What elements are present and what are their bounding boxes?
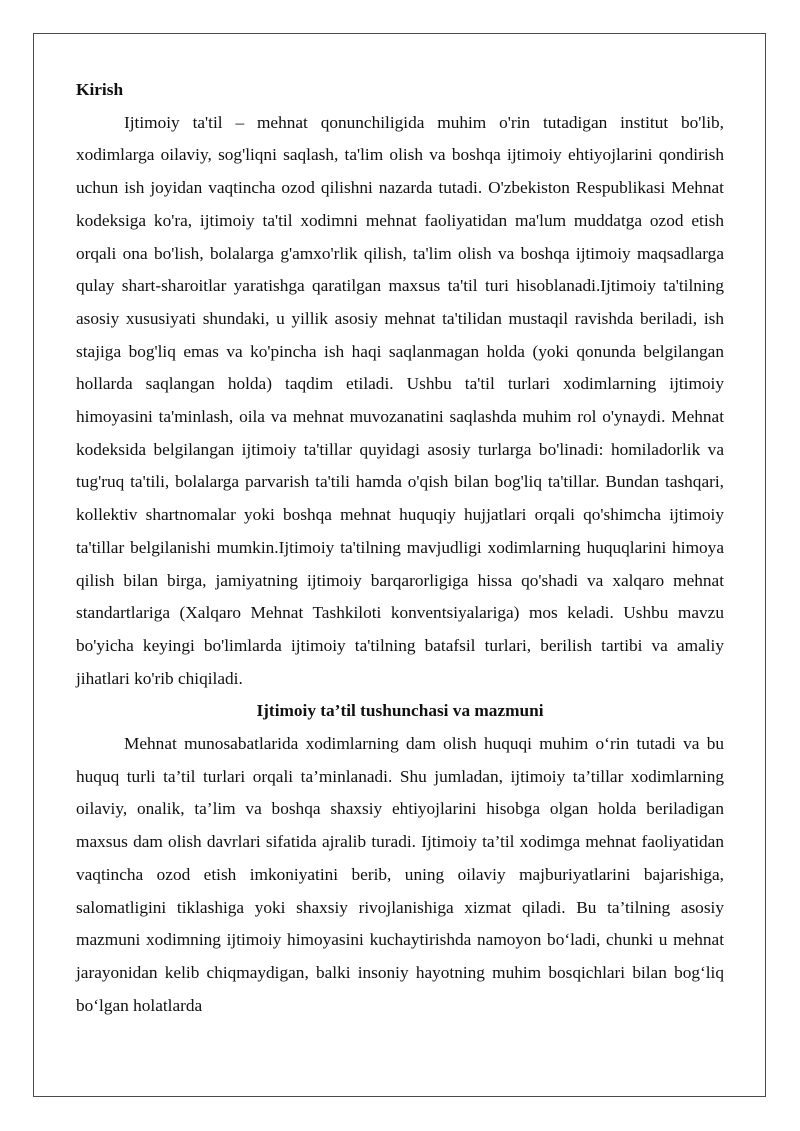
- document-body: [76, 74, 724, 1022]
- intro-paragraph: Ijtimoiy ta'til – mehnat qonunchiligida muhim o'rin tutadigan institut bo'lib, xodimlarga oilaviy, sog'liqni saqlash, ta'lim olish va boshqa ijtimoiy ehtiyojlarini qondirish uchun ish joyidan vaqtincha ozod qilishni nazarda tutadi. O'zbekiston Respublikasi Mehnat kodeksiga ko'ra, ijtimoiy ta'til xodimni mehnat faoliyatidan ma'lum muddatga ozod etish orqali ona bo'lish, bolalarga g'amxo'rlik qilish, ta'lim olish va boshqa ijtimoiy maqsadlarga qulay shart-sharoitlar yaratishga qaratilgan maxsus ta'til turi hisoblanadi.Ijtimoiy ta'tilning asosiy xususiyati shundaki, u yillik asosiy mehnat ta'tilidan mustaqil ravishda beriladi, ish stajiga bog'liq emas va ko'pincha ish haqi saqlanmagan holda (yoki qonunda belgilangan hollarda saqlangan holda) taqdim etiladi. Ushbu ta'til turlari xodimlarning ijtimoiy himoyasini ta'minlash, oila va mehnat muvozanatini saqlashda muhim rol o'ynaydi. Mehnat kodeksida belgilangan ijtimoiy ta'tillar quyidagi asosiy turlarga bo'linadi: homiladorlik va tug'ruq ta'tili, bolalarga parvarish ta'tili hamda o'qish bilan bog'liq ta'tillar. Bundan tashqari, kollektiv shartnomalar yoki boshqa mehnat huquqiy hujjatlari orqali qo'shimcha ijtimoiy ta'tillar belgilanishi mumkin.Ijtimoiy ta'tilning mavjudligi xodimlarning huquqlarini himoya qilish bilan birga, jamiyatning ijtimoiy barqarorligiga hissa qo'shadi va xalqaro mehnat standartlariga (Xalqaro Mehnat Tashkiloti konventsiyalariga) mos keladi. Ushbu mavzu bo'yicha keyingi bo'limlarda ijtimoiy ta'tilning batafsil turlari, berilish tartibi va amaliy jihatlari ko'rib chiqiladi.: [76, 112, 724, 688]
- section-heading: Kirish: [76, 80, 124, 99]
- section-title: Ijtimoiy ta’til tushunchasi va mazmuni: [256, 701, 544, 721]
- section-paragraph: Mehnat munosabatlarida xodimlarning dam olish huquqi muhim oʻrin tutadi va bu huquq turli ta’til turlari orqali ta’minlanadi. Shu jumladan, ijtimoiy ta’tillar xodimlarning oilaviy, onalik, ta’lim va boshqa shaxsiy ehtiyojlarini hisobga olgan holda beriladigan maxsus dam olish davrlari sifatida ajralib turadi. Ijtimoiy ta’til xodimga mehnat faoliyatidan vaqtincha ozod etish imkoniyatini berib, uning oilaviy majburiyatlarini bajarishiga, salomatligini tiklashiga yoki shaxsiy rivojlanishiga xizmat qiladi. Bu ta’tilning asosiy mazmuni xodimning ijtimoiy himoyasini kuchaytirishda namoyon boʻladi, chunki u mehnat jarayonidan kelib chiqmaydigan, balki insoniy hayotning muhim bosqichlari bilan bogʻliq boʻlgan holatlarda: [76, 734, 724, 1015]
